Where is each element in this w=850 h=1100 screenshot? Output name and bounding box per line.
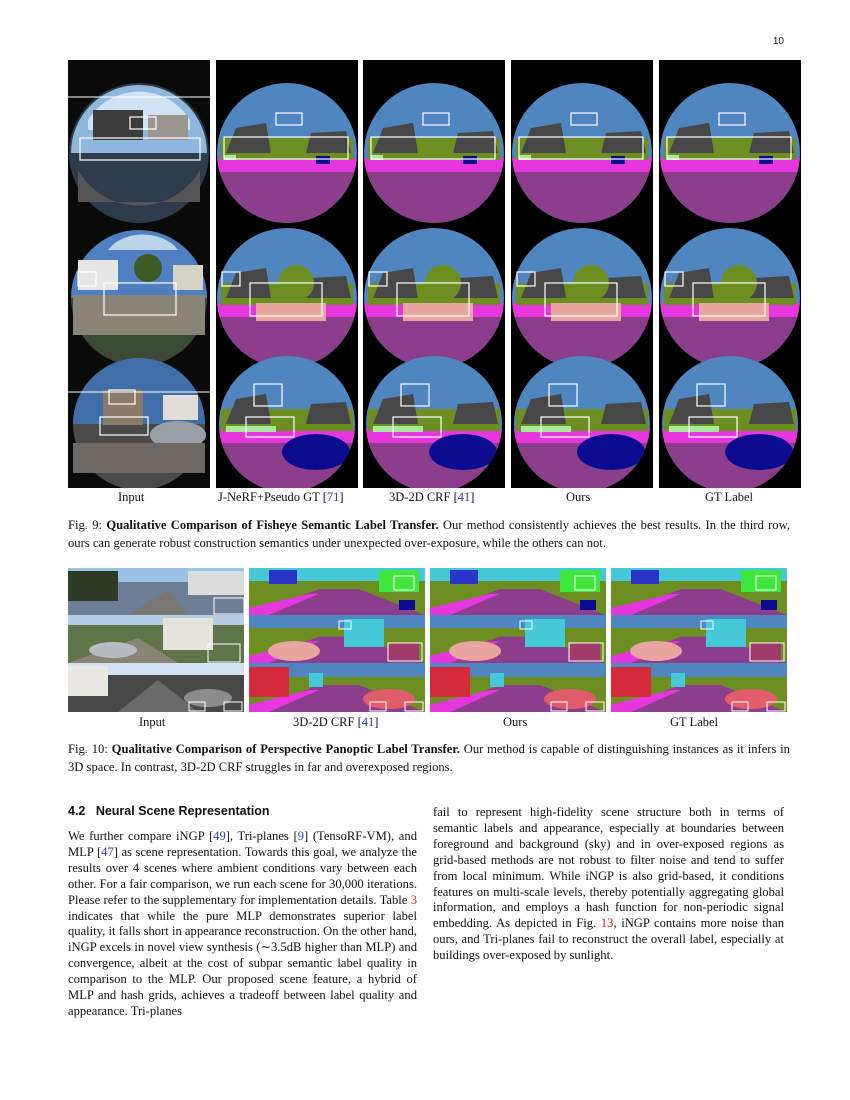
fig9-caption-title: Qualitative Comparison of Fisheye Semantic Label Transfer.: [106, 518, 439, 532]
citation-link[interactable]: 47: [101, 844, 114, 859]
figure-10: [68, 568, 790, 712]
bracket: ]: [470, 490, 475, 504]
fig9-jnerf-images: [216, 60, 358, 488]
fig9-input-row-2: [71, 230, 207, 366]
fig10-label-gt: GT Label: [670, 715, 719, 729]
body-text-right-column: [433, 805, 784, 964]
fig10-input-row-3: [68, 663, 244, 712]
fig9-input-images: [68, 60, 210, 488]
page-number: 10: [772, 36, 784, 47]
section-heading: [68, 804, 269, 818]
body-text: ] as scene representation. Towards this goal, we analyze the results over 4 scenes where ambient conditions vary between each other. For a fair comparison, we run each scene for 30,000 iterations. Please refer to the supplementary for implementation details. Table: [68, 844, 417, 907]
fig9-label-ours: Ours: [566, 490, 591, 504]
fig9-caption-prefix: Fig. 9:: [68, 518, 107, 532]
fig10-gt-column: [611, 568, 787, 712]
fig10-caption-title: Qualitative Comparison of Perspective Panoptic Label Transfer.: [111, 742, 460, 756]
fig10-crf-images: [249, 568, 425, 712]
fig9-jnerf-column: [216, 60, 358, 488]
fig10-input-column: [68, 568, 244, 712]
fig10-gt-images: [611, 568, 787, 712]
panoptic-segmentation-2: [430, 615, 606, 663]
section-title: Neural Scene Representation: [95, 804, 270, 818]
fisheye-segmentation-2: [216, 228, 358, 373]
body-text-left-column: [68, 829, 417, 1020]
panoptic-segmentation-1: [249, 568, 425, 615]
fig9-ours-images: [511, 60, 653, 488]
body-text: , iNGP contains more noise than ours, and Tri-planes fail to reconstruct the overall label, especially at buildings over-exposed by sunlight.: [433, 916, 784, 963]
panoptic-segmentation-1: [430, 568, 606, 615]
fig9-gt-column: [659, 60, 801, 488]
fisheye-segmentation-1: [511, 83, 653, 228]
body-text: We further compare iNGP [: [68, 829, 214, 843]
fig10-label-crf-text: 3D-2D CRF [: [293, 715, 362, 729]
body-text: ] (TensoRF-VM), and MLP [: [68, 829, 417, 859]
fig10-crf-column: [249, 568, 425, 712]
fig10-ours-column: [430, 568, 606, 712]
fig9-label-crf-text: 3D-2D CRF [: [389, 490, 458, 504]
cross-reference-link[interactable]: 13: [600, 916, 614, 931]
fig9-input-column: [68, 60, 210, 488]
panoptic-segmentation-3: [611, 663, 787, 712]
fig9-caption-body: Our method consistently achieves the best results. In the third row, ours can generate robust construction semantics under unexpected over-exposure, while the others can not.: [68, 518, 790, 550]
fig9-crf-images: [363, 60, 505, 488]
fig9-input-row-3: [68, 358, 210, 488]
fig9-label-crf: [389, 490, 474, 505]
fig10-label-crf: [293, 715, 378, 730]
body-text: indicates that while the pure MLP demonstrates superior label quality, it falls short in appearance reconstruction. On the other hand, iNGP excels in novel view synthesis (∼3.5dB higher than MLP) and convergence, albeit at the cost of subpar semantic label quality in comparison to the MLP. Our proposed scene feature, a hybrid of MLP and hash grids, achieves a tradeoff between label quality and appearance. Tri-planes: [68, 908, 417, 1018]
fig9-crf-column: [363, 60, 505, 488]
citation-link[interactable]: 49: [213, 829, 226, 843]
bracket: ]: [339, 490, 344, 504]
fig9-label-gt: GT Label: [705, 490, 754, 504]
fig10-caption-prefix: Fig. 10:: [68, 742, 112, 756]
fisheye-segmentation-3: [659, 356, 801, 488]
citation-link[interactable]: 9: [297, 829, 304, 843]
fig9-label-jnerf: [218, 490, 344, 505]
body-text: ], Tri-planes [: [225, 829, 298, 843]
fig10-label-input: Input: [139, 715, 166, 729]
fisheye-segmentation-1: [216, 83, 358, 228]
citation-link[interactable]: 71: [326, 490, 340, 504]
panoptic-segmentation-3: [430, 663, 606, 712]
fig10-input-images: [68, 568, 244, 712]
fig10-caption-body: Our method is capable of distinguishing instances as it infers in 3D space. In contrast, 3D-2D CRF struggles in far and overexposed regions.: [68, 742, 790, 774]
cross-reference-link[interactable]: 3: [410, 892, 417, 907]
bracket: ]: [374, 715, 379, 729]
panoptic-segmentation-2: [249, 615, 425, 663]
fisheye-segmentation-3: [363, 356, 505, 488]
fisheye-segmentation-3: [216, 356, 358, 488]
fig10-input-row-2: [68, 615, 244, 663]
panoptic-segmentation-1: [611, 568, 787, 615]
fisheye-segmentation-3: [511, 356, 653, 488]
fig10-label-ours: Ours: [503, 715, 528, 729]
citation-link[interactable]: 41: [361, 715, 375, 729]
fisheye-segmentation-2: [659, 228, 801, 373]
fisheye-segmentation-2: [363, 228, 505, 373]
figure-9: [68, 60, 801, 488]
fig10-ours-images: [430, 568, 606, 712]
fisheye-segmentation-1: [363, 83, 505, 228]
fig10-input-row-1: [68, 568, 244, 615]
fisheye-segmentation-2: [511, 228, 653, 373]
fig9-ours-column: [511, 60, 653, 488]
fig9-caption: [68, 517, 790, 552]
fig10-caption: [68, 741, 790, 776]
fig9-input-row-1: [68, 83, 210, 223]
body-text: fail to represent high-fidelity scene structure both in terms of semantic labels and appearance, especially at boundaries between foreground and background (sky) and in over-exposed regions as grid-based methods are not robust to filter noise and tend to suffer from local minimum. While iNGP is also grid-based, it conditions features on multi-scale levels, thereby potentially aggregating global information, and employs a hash function for non-periodic signal embedding. As depicted in Fig.: [433, 805, 784, 931]
section-number: 4.2: [68, 804, 86, 818]
panoptic-segmentation-3: [249, 663, 425, 712]
fig9-label-jnerf-text: J-NeRF+Pseudo GT [: [218, 490, 327, 504]
citation-link[interactable]: 41: [457, 490, 471, 504]
fisheye-segmentation-1: [659, 83, 801, 228]
fig9-label-input: Input: [118, 490, 145, 504]
panoptic-segmentation-2: [611, 615, 787, 663]
fig9-gt-images: [659, 60, 801, 488]
